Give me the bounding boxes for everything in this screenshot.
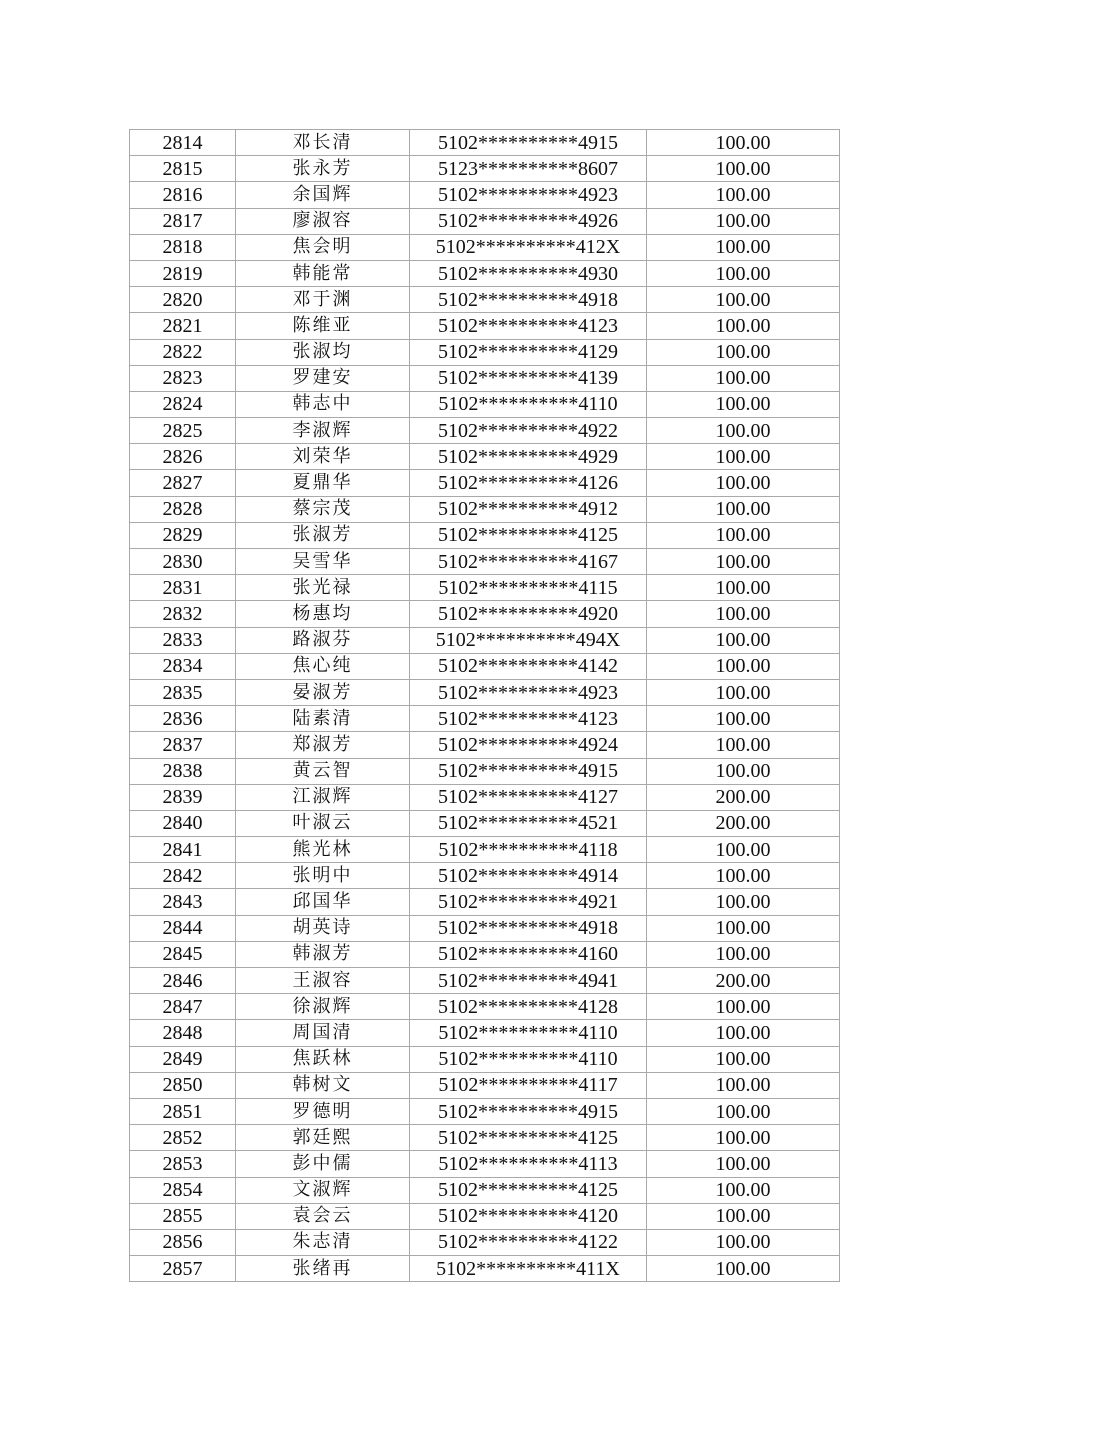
name-cell: 叶淑云 (236, 810, 410, 836)
table-row (130, 549, 840, 575)
row-number-cell: 2845 (130, 941, 236, 967)
amount-cell: 100.00 (647, 1256, 840, 1282)
amount-cell: 100.00 (647, 496, 840, 522)
row-number-cell: 2816 (130, 182, 236, 208)
name-cell: 郭廷熙 (236, 1125, 410, 1151)
name-cell: 张光禄 (236, 575, 410, 601)
amount-cell: 100.00 (647, 627, 840, 653)
name-cell: 吴雪华 (236, 549, 410, 575)
row-number-cell: 2832 (130, 601, 236, 627)
amount-cell: 100.00 (647, 1177, 840, 1203)
table-row (130, 287, 840, 313)
id-number-cell: 5102**********4122 (410, 1229, 647, 1255)
table-row (130, 994, 840, 1020)
amount-cell: 100.00 (647, 837, 840, 863)
amount-cell: 100.00 (647, 182, 840, 208)
name-cell: 韩能常 (236, 260, 410, 286)
id-number-cell: 5102**********4115 (410, 575, 647, 601)
id-number-cell: 5102**********4920 (410, 601, 647, 627)
table-row (130, 732, 840, 758)
amount-cell: 100.00 (647, 549, 840, 575)
table-row (130, 418, 840, 444)
table-body (130, 130, 840, 1282)
amount-cell: 100.00 (647, 1020, 840, 1046)
name-cell: 张永芳 (236, 156, 410, 182)
name-cell: 杨惠均 (236, 601, 410, 627)
id-number-cell: 5102**********4914 (410, 863, 647, 889)
name-cell: 熊光林 (236, 837, 410, 863)
name-cell: 江淑辉 (236, 784, 410, 810)
table-row (130, 575, 840, 601)
name-cell: 韩淑芳 (236, 941, 410, 967)
amount-cell: 100.00 (647, 1098, 840, 1124)
row-number-cell: 2839 (130, 784, 236, 810)
row-number-cell: 2823 (130, 365, 236, 391)
id-number-cell: 5102**********4110 (410, 391, 647, 417)
amount-cell: 100.00 (647, 1125, 840, 1151)
id-number-cell: 5123**********8607 (410, 156, 647, 182)
amount-cell: 100.00 (647, 522, 840, 548)
row-number-cell: 2841 (130, 837, 236, 863)
table-row (130, 915, 840, 941)
row-number-cell: 2837 (130, 732, 236, 758)
id-number-cell: 5102**********4941 (410, 968, 647, 994)
id-number-cell: 5102**********4125 (410, 1125, 647, 1151)
table-row (130, 130, 840, 156)
amount-cell: 100.00 (647, 994, 840, 1020)
table-row (130, 182, 840, 208)
table-row (130, 234, 840, 260)
id-number-cell: 5102**********4128 (410, 994, 647, 1020)
amount-cell: 100.00 (647, 575, 840, 601)
id-number-cell: 5102**********4120 (410, 1203, 647, 1229)
id-number-cell: 5102**********4117 (410, 1072, 647, 1098)
amount-cell: 100.00 (647, 653, 840, 679)
row-number-cell: 2820 (130, 287, 236, 313)
table-row (130, 444, 840, 470)
name-cell: 周国清 (236, 1020, 410, 1046)
name-cell: 刘荣华 (236, 444, 410, 470)
amount-cell: 100.00 (647, 208, 840, 234)
id-number-cell: 5102**********4926 (410, 208, 647, 234)
id-number-cell: 5102**********4930 (410, 260, 647, 286)
id-number-cell: 5102**********4125 (410, 1177, 647, 1203)
amount-cell: 100.00 (647, 287, 840, 313)
amount-cell: 100.00 (647, 1151, 840, 1177)
name-cell: 夏鼎华 (236, 470, 410, 496)
table-row (130, 941, 840, 967)
id-number-cell: 5102**********4912 (410, 496, 647, 522)
name-cell: 罗德明 (236, 1098, 410, 1124)
row-number-cell: 2828 (130, 496, 236, 522)
id-number-cell: 5102**********4915 (410, 130, 647, 156)
id-number-cell: 5102**********412X (410, 234, 647, 260)
table-row (130, 1098, 840, 1124)
table-row (130, 1046, 840, 1072)
amount-cell: 100.00 (647, 418, 840, 444)
name-cell: 余国辉 (236, 182, 410, 208)
id-number-cell: 5102**********4125 (410, 522, 647, 548)
name-cell: 韩志中 (236, 391, 410, 417)
name-cell: 路淑芬 (236, 627, 410, 653)
row-number-cell: 2855 (130, 1203, 236, 1229)
row-number-cell: 2831 (130, 575, 236, 601)
amount-cell: 100.00 (647, 601, 840, 627)
name-cell: 李淑辉 (236, 418, 410, 444)
row-number-cell: 2825 (130, 418, 236, 444)
table-row (130, 313, 840, 339)
table-row (130, 365, 840, 391)
amount-cell: 100.00 (647, 391, 840, 417)
amount-cell: 100.00 (647, 1046, 840, 1072)
table-row (130, 837, 840, 863)
table-row (130, 679, 840, 705)
id-number-cell: 5102**********4118 (410, 837, 647, 863)
row-number-cell: 2834 (130, 653, 236, 679)
table-row (130, 260, 840, 286)
row-number-cell: 2824 (130, 391, 236, 417)
id-number-cell: 5102**********4924 (410, 732, 647, 758)
amount-cell: 200.00 (647, 968, 840, 994)
table-row (130, 1229, 840, 1255)
table-row (130, 1125, 840, 1151)
row-number-cell: 2847 (130, 994, 236, 1020)
row-number-cell: 2815 (130, 156, 236, 182)
row-number-cell: 2850 (130, 1072, 236, 1098)
row-number-cell: 2818 (130, 234, 236, 260)
row-number-cell: 2836 (130, 706, 236, 732)
amount-cell: 100.00 (647, 706, 840, 732)
row-number-cell: 2843 (130, 889, 236, 915)
row-number-cell: 2846 (130, 968, 236, 994)
row-number-cell: 2856 (130, 1229, 236, 1255)
table-row (130, 627, 840, 653)
name-cell: 邱国华 (236, 889, 410, 915)
table-row (130, 470, 840, 496)
table-row (130, 1151, 840, 1177)
name-cell: 陈维亚 (236, 313, 410, 339)
id-number-cell: 5102**********4142 (410, 653, 647, 679)
row-number-cell: 2830 (130, 549, 236, 575)
row-number-cell: 2835 (130, 679, 236, 705)
id-number-cell: 5102**********4126 (410, 470, 647, 496)
id-number-cell: 5102**********411X (410, 1256, 647, 1282)
amount-cell: 100.00 (647, 732, 840, 758)
amount-cell: 100.00 (647, 863, 840, 889)
subsidy-table (129, 129, 840, 1282)
id-number-cell: 5102**********4929 (410, 444, 647, 470)
row-number-cell: 2829 (130, 522, 236, 548)
id-number-cell: 5102**********4923 (410, 182, 647, 208)
amount-cell: 100.00 (647, 1072, 840, 1098)
amount-cell: 100.00 (647, 444, 840, 470)
amount-cell: 100.00 (647, 889, 840, 915)
id-number-cell: 5102**********4918 (410, 287, 647, 313)
name-cell: 晏淑芳 (236, 679, 410, 705)
id-number-cell: 5102**********4113 (410, 1151, 647, 1177)
amount-cell: 200.00 (647, 810, 840, 836)
table-row (130, 653, 840, 679)
name-cell: 廖淑容 (236, 208, 410, 234)
row-number-cell: 2844 (130, 915, 236, 941)
amount-cell: 100.00 (647, 758, 840, 784)
table-row (130, 522, 840, 548)
name-cell: 朱志清 (236, 1229, 410, 1255)
row-number-cell: 2821 (130, 313, 236, 339)
name-cell: 罗建安 (236, 365, 410, 391)
row-number-cell: 2822 (130, 339, 236, 365)
id-number-cell: 5102**********4160 (410, 941, 647, 967)
name-cell: 黄云智 (236, 758, 410, 784)
table-row (130, 1072, 840, 1098)
name-cell: 焦会明 (236, 234, 410, 260)
id-number-cell: 5102**********4127 (410, 784, 647, 810)
id-number-cell: 5102**********4129 (410, 339, 647, 365)
row-number-cell: 2840 (130, 810, 236, 836)
id-number-cell: 5102**********4918 (410, 915, 647, 941)
amount-cell: 100.00 (647, 313, 840, 339)
name-cell: 郑淑芳 (236, 732, 410, 758)
table-row (130, 1203, 840, 1229)
name-cell: 徐淑辉 (236, 994, 410, 1020)
amount-cell: 100.00 (647, 941, 840, 967)
row-number-cell: 2814 (130, 130, 236, 156)
table-row (130, 1256, 840, 1282)
row-number-cell: 2827 (130, 470, 236, 496)
name-cell: 彭中儒 (236, 1151, 410, 1177)
amount-cell: 100.00 (647, 130, 840, 156)
table-row (130, 339, 840, 365)
amount-cell: 100.00 (647, 1203, 840, 1229)
name-cell: 韩树文 (236, 1072, 410, 1098)
name-cell: 张淑均 (236, 339, 410, 365)
name-cell: 袁会云 (236, 1203, 410, 1229)
id-number-cell: 5102**********4167 (410, 549, 647, 575)
row-number-cell: 2851 (130, 1098, 236, 1124)
table-row (130, 889, 840, 915)
table-row (130, 706, 840, 732)
row-number-cell: 2838 (130, 758, 236, 784)
row-number-cell: 2849 (130, 1046, 236, 1072)
amount-cell: 100.00 (647, 679, 840, 705)
row-number-cell: 2819 (130, 260, 236, 286)
row-number-cell: 2853 (130, 1151, 236, 1177)
amount-cell: 100.00 (647, 234, 840, 260)
table-row (130, 1177, 840, 1203)
amount-cell: 100.00 (647, 339, 840, 365)
name-cell: 焦跃林 (236, 1046, 410, 1072)
id-number-cell: 5102**********4521 (410, 810, 647, 836)
row-number-cell: 2817 (130, 208, 236, 234)
row-number-cell: 2852 (130, 1125, 236, 1151)
id-number-cell: 5102**********4922 (410, 418, 647, 444)
table-row (130, 208, 840, 234)
table-row (130, 758, 840, 784)
row-number-cell: 2848 (130, 1020, 236, 1046)
amount-cell: 200.00 (647, 784, 840, 810)
id-number-cell: 5102**********4139 (410, 365, 647, 391)
amount-cell: 100.00 (647, 260, 840, 286)
name-cell: 张明中 (236, 863, 410, 889)
table-row (130, 863, 840, 889)
name-cell: 张绪再 (236, 1256, 410, 1282)
name-cell: 文淑辉 (236, 1177, 410, 1203)
table-row (130, 601, 840, 627)
name-cell: 蔡宗茂 (236, 496, 410, 522)
table-row (130, 391, 840, 417)
amount-cell: 100.00 (647, 156, 840, 182)
id-number-cell: 5102**********4921 (410, 889, 647, 915)
table-row (130, 810, 840, 836)
amount-cell: 100.00 (647, 470, 840, 496)
name-cell: 王淑容 (236, 968, 410, 994)
table-row (130, 496, 840, 522)
name-cell: 张淑芳 (236, 522, 410, 548)
row-number-cell: 2854 (130, 1177, 236, 1203)
table-row (130, 1020, 840, 1046)
table-row (130, 968, 840, 994)
id-number-cell: 5102**********494X (410, 627, 647, 653)
row-number-cell: 2842 (130, 863, 236, 889)
id-number-cell: 5102**********4123 (410, 313, 647, 339)
amount-cell: 100.00 (647, 915, 840, 941)
name-cell: 邓长清 (236, 130, 410, 156)
amount-cell: 100.00 (647, 365, 840, 391)
id-number-cell: 5102**********4915 (410, 1098, 647, 1124)
name-cell: 邓于渊 (236, 287, 410, 313)
name-cell: 焦心纯 (236, 653, 410, 679)
id-number-cell: 5102**********4915 (410, 758, 647, 784)
table-row (130, 156, 840, 182)
id-number-cell: 5102**********4123 (410, 706, 647, 732)
id-number-cell: 5102**********4110 (410, 1020, 647, 1046)
name-cell: 胡英诗 (236, 915, 410, 941)
row-number-cell: 2857 (130, 1256, 236, 1282)
amount-cell: 100.00 (647, 1229, 840, 1255)
id-number-cell: 5102**********4110 (410, 1046, 647, 1072)
id-number-cell: 5102**********4923 (410, 679, 647, 705)
table-row (130, 784, 840, 810)
row-number-cell: 2826 (130, 444, 236, 470)
name-cell: 陆素清 (236, 706, 410, 732)
row-number-cell: 2833 (130, 627, 236, 653)
